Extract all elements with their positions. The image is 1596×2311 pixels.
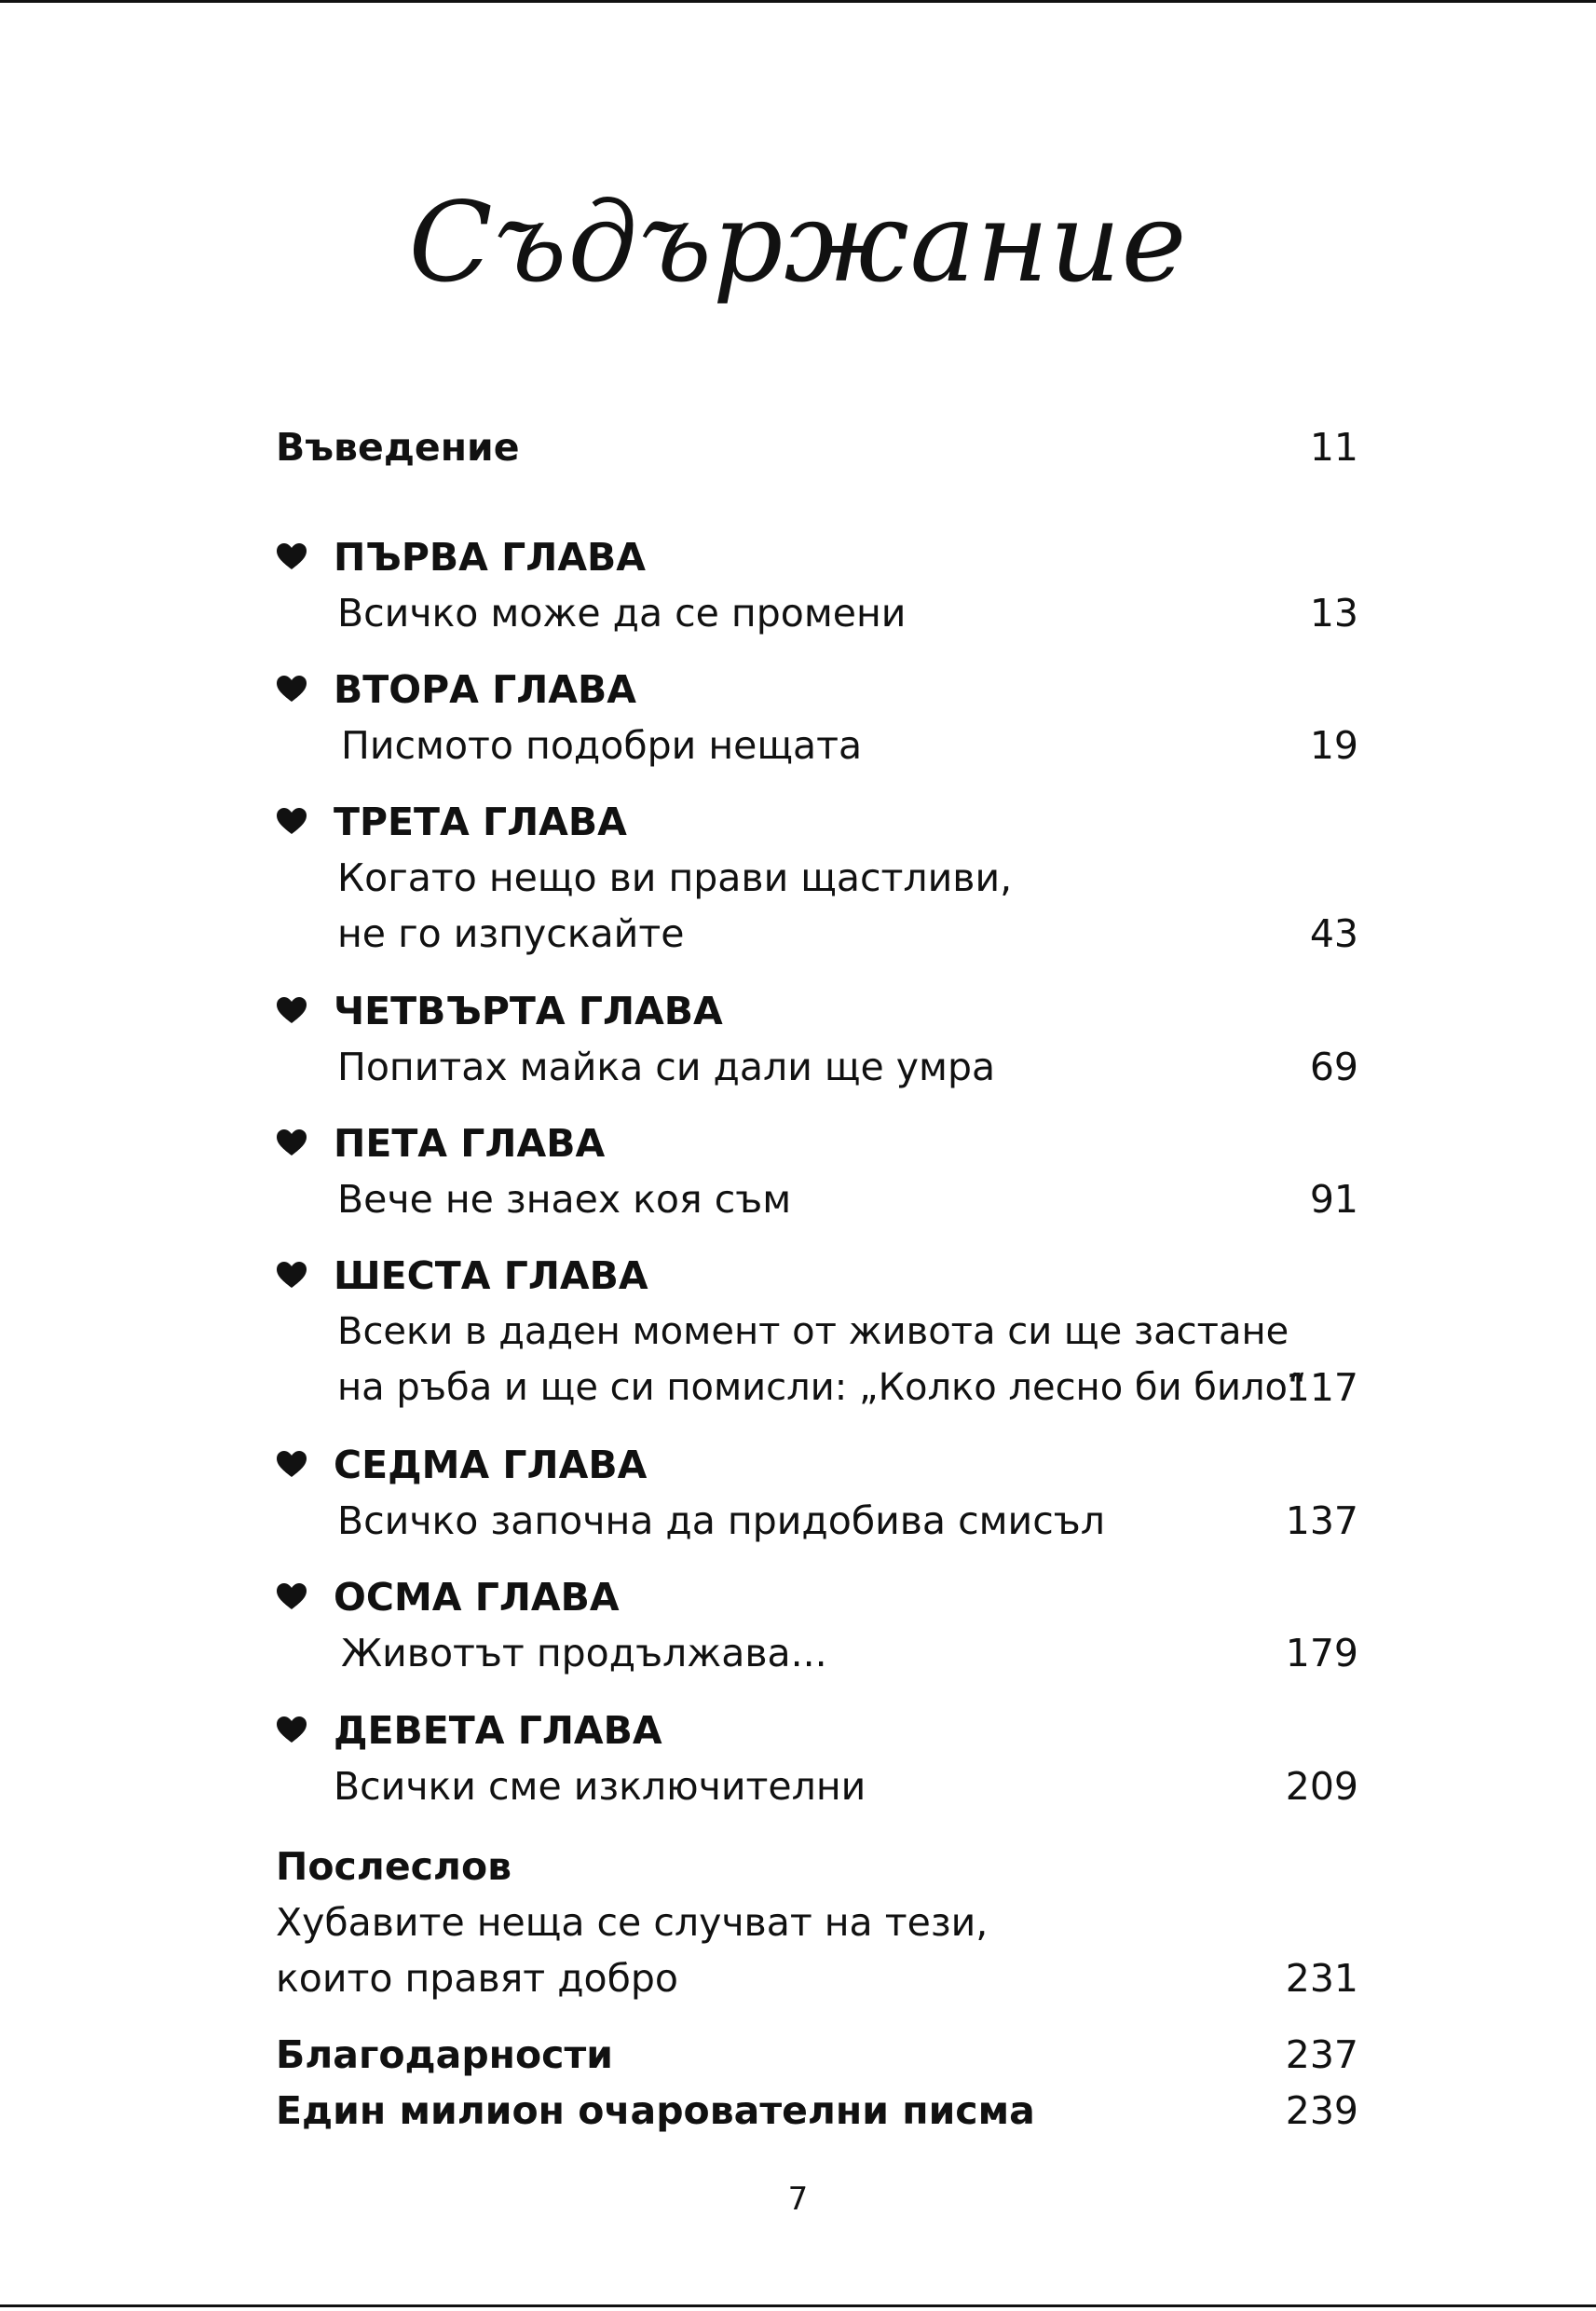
toc-chapter-7[interactable] xyxy=(276,1437,1358,1549)
chapter-page: 137 xyxy=(1285,1498,1358,1543)
chapter-heading: ТРЕТА ГЛАВА xyxy=(334,800,627,844)
toc-intro[interactable] xyxy=(276,419,1358,475)
chapter-title: Попитах майка си дали ще умра xyxy=(337,1045,996,1089)
toc-intro-page: 11 xyxy=(1309,425,1358,470)
chapter-heading: ЧЕТВЪРТА ГЛАВА xyxy=(334,989,723,1033)
toc-chapter-1[interactable] xyxy=(276,529,1358,641)
afterword-page: 231 xyxy=(1285,1956,1358,2001)
heart-icon xyxy=(276,1569,307,1625)
afterword-label: Послеслов xyxy=(276,1844,512,1889)
afterword-title-line-2: които правят добро xyxy=(276,1956,679,2001)
chapter-heading: ДЕВЕТА ГЛАВА xyxy=(334,1708,662,1753)
heart-icon xyxy=(276,529,307,585)
chapter-title-line-1: Когато нещо ви прави щастливи, xyxy=(337,855,1013,900)
heart-icon xyxy=(276,1702,307,1758)
bottom-border xyxy=(0,2304,1596,2307)
chapter-heading: ШЕСТА ГЛАВА xyxy=(334,1253,648,1298)
page-number: 7 xyxy=(787,2181,809,2218)
chapter-page: 117 xyxy=(1285,1365,1358,1410)
chapter-title: Всички сме изключителни xyxy=(334,1764,866,1809)
chapter-page: 19 xyxy=(1309,723,1358,768)
chapter-heading: ПЕТА ГЛАВА xyxy=(334,1121,606,1166)
acknowledgements-page: 237 xyxy=(1285,2032,1358,2077)
toc-chapter-2[interactable] xyxy=(276,662,1358,773)
chapter-heading: СЕДМА ГЛАВА xyxy=(334,1443,648,1487)
chapter-title: Всичко може да се промени xyxy=(337,591,907,636)
page-title: Съдържание xyxy=(408,178,1188,307)
toc-chapter-8[interactable] xyxy=(276,1569,1358,1681)
afterword-title-line-1: Хубавите неща се случват на тези, xyxy=(276,1900,989,1945)
chapter-page: 13 xyxy=(1309,591,1358,636)
chapter-page: 91 xyxy=(1309,1177,1358,1222)
toc-afterword[interactable] xyxy=(276,1839,1358,2006)
chapter-title: Всичко започна да придобива смисъл xyxy=(337,1498,1105,1543)
toc-chapter-9[interactable] xyxy=(276,1702,1358,1814)
heart-icon xyxy=(276,1437,307,1493)
toc-chapter-3[interactable] xyxy=(276,794,1358,962)
toc-intro-label: Въведение xyxy=(276,425,520,470)
chapter-heading: ПЪРВА ГЛАВА xyxy=(334,535,647,580)
acknowledgements-label: Благодарности xyxy=(276,2032,613,2077)
chapter-page: 179 xyxy=(1285,1631,1358,1675)
toc-letters[interactable] xyxy=(276,2083,1358,2139)
chapter-page: 69 xyxy=(1309,1045,1358,1089)
toc-acknowledgements[interactable] xyxy=(276,2027,1358,2083)
heart-icon xyxy=(276,662,307,718)
chapter-heading: ВТОРА ГЛАВА xyxy=(334,667,637,712)
chapter-title-line-2: не го изпускайте xyxy=(337,911,685,956)
letters-label: Един милион очарователни писма xyxy=(276,2088,1035,2133)
toc-chapter-6[interactable] xyxy=(276,1248,1358,1415)
chapter-title: Вече не знаех коя съм xyxy=(337,1177,792,1222)
chapter-page: 43 xyxy=(1309,911,1358,956)
chapter-title: Животът продължава... xyxy=(341,1631,827,1675)
chapter-title-line-2: на ръба и ще си помисли: „Колко лесно би било“ xyxy=(337,1366,1307,1409)
heart-icon xyxy=(276,983,307,1039)
heart-icon xyxy=(276,1115,307,1171)
toc-chapter-5[interactable] xyxy=(276,1115,1358,1227)
heart-icon xyxy=(276,794,307,850)
chapter-page: 209 xyxy=(1285,1764,1358,1809)
letters-page: 239 xyxy=(1285,2088,1358,2133)
toc-chapter-4[interactable] xyxy=(276,983,1358,1095)
top-border xyxy=(0,0,1596,3)
chapter-title: Писмото подобри нещата xyxy=(341,723,863,768)
heart-icon xyxy=(276,1248,307,1304)
chapter-title-line-1: Всеки в даден момент от живота си ще застане xyxy=(337,1310,1289,1353)
chapter-heading: ОСМА ГЛАВА xyxy=(334,1575,620,1620)
